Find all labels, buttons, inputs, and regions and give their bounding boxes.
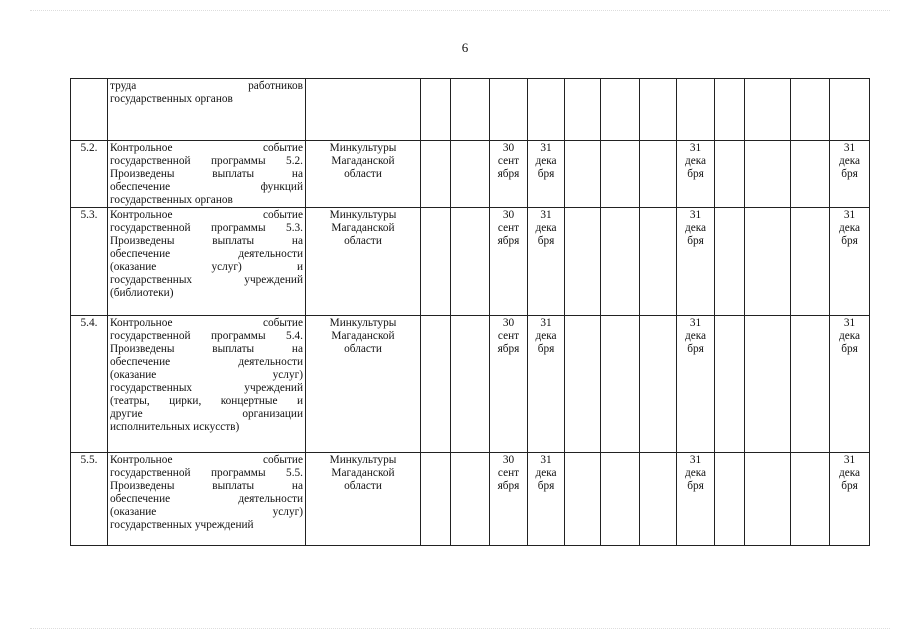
cell-line: дека	[535, 222, 557, 234]
cell-line: бря	[841, 480, 858, 492]
cell-line: дека	[838, 155, 861, 167]
cell-line: бря	[841, 168, 858, 180]
date-cell	[528, 453, 565, 546]
event-name-line: обеспечение деятельности	[110, 493, 303, 505]
date-cell	[830, 141, 870, 208]
cell-line: 31	[689, 454, 702, 466]
event-name-line: государственных учреждений	[110, 519, 254, 531]
cell-line: бря	[687, 235, 704, 247]
cell-line: бря	[537, 480, 555, 492]
event-name-line: (библиотеки)	[110, 287, 174, 299]
executor	[306, 208, 421, 316]
empty-cell	[791, 141, 830, 208]
table-row	[71, 453, 870, 546]
event-name-line: обеспечение деятельности	[110, 248, 303, 260]
cell-line: дека	[838, 330, 861, 342]
empty-cell	[745, 208, 791, 316]
cell-line: Минкультуры	[329, 142, 397, 154]
cell-line: 31	[843, 454, 856, 466]
date-cell	[677, 316, 715, 453]
cell-line: Минкультуры	[329, 454, 397, 466]
event-name-line: государственной программы 5.2.	[110, 155, 303, 167]
cell-line: 31	[540, 317, 552, 329]
event-name-line: Произведены выплаты на	[110, 343, 303, 355]
schedule-table	[70, 78, 870, 546]
cell-line: Магаданской	[331, 222, 395, 234]
date-cell	[677, 141, 715, 208]
event-name-line: обеспечение функций	[110, 181, 303, 193]
event-name-line: (оказание услуг)	[110, 369, 303, 381]
event-name-line: (театры, цирки, концертные и	[110, 395, 303, 407]
event-name-line: другие организации	[110, 408, 303, 420]
date-cell	[490, 316, 528, 453]
scan-noise-bottom	[30, 628, 890, 637]
event-name-line: государственных учреждений	[110, 382, 303, 394]
cell-line: сент	[497, 330, 520, 342]
empty-cell	[640, 79, 677, 141]
empty-cell	[715, 453, 745, 546]
event-name	[108, 453, 306, 546]
empty-cell	[565, 316, 601, 453]
cell-line: дека	[684, 222, 707, 234]
cell-line: 31	[540, 454, 552, 466]
event-name-line: Произведены выплаты на	[110, 235, 303, 247]
cell-line: дека	[684, 330, 707, 342]
empty-cell	[745, 316, 791, 453]
page-number: 6	[461, 40, 469, 55]
event-name-line: Контрольное событие	[110, 209, 303, 221]
empty-cell	[565, 141, 601, 208]
event-name-line: государственной программы 5.5.	[110, 467, 303, 479]
cell-line: дека	[684, 155, 707, 167]
cell-line: 31	[540, 142, 552, 154]
cell-line: области	[344, 480, 382, 492]
empty-cell	[601, 208, 640, 316]
date-cell	[830, 79, 870, 141]
date-cell	[677, 453, 715, 546]
executor	[306, 141, 421, 208]
executor	[306, 79, 421, 141]
date-cell	[490, 208, 528, 316]
table-row	[71, 141, 870, 208]
empty-cell	[791, 79, 830, 141]
row-number: 5.5.	[71, 453, 108, 546]
table-row	[71, 79, 870, 141]
date-cell	[528, 208, 565, 316]
empty-cell	[451, 79, 490, 141]
empty-cell	[421, 79, 451, 141]
row-number: 5.2.	[71, 141, 108, 208]
empty-cell	[791, 316, 830, 453]
empty-cell	[421, 316, 451, 453]
cell-line: бря	[687, 343, 704, 355]
event-name-line: Контрольное событие	[110, 142, 303, 154]
empty-cell	[791, 453, 830, 546]
executor	[306, 453, 421, 546]
empty-cell	[640, 316, 677, 453]
cell-line: дека	[535, 155, 557, 167]
empty-cell	[640, 141, 677, 208]
event-name-line: государственных учреждений	[110, 274, 303, 286]
event-name	[108, 316, 306, 453]
event-name-line: труда работников	[110, 80, 303, 92]
event-name-line: государственных органов	[110, 93, 233, 105]
cell-line: бря	[841, 235, 858, 247]
date-cell	[677, 79, 715, 141]
empty-cell	[601, 453, 640, 546]
event-name-line: (оказание услуг)	[110, 506, 303, 518]
event-name-line: Произведены выплаты на	[110, 480, 303, 492]
event-name-line: исполнительных искусств)	[110, 421, 240, 433]
cell-line: дека	[838, 467, 861, 479]
cell-line: дека	[535, 467, 557, 479]
date-cell	[677, 208, 715, 316]
event-name-line: государственной программы 5.4.	[110, 330, 303, 342]
cell-line: 31	[540, 209, 552, 221]
date-cell	[528, 141, 565, 208]
empty-cell	[601, 141, 640, 208]
cell-line: 30	[502, 142, 515, 154]
empty-cell	[421, 208, 451, 316]
empty-cell	[565, 79, 601, 141]
empty-cell	[601, 79, 640, 141]
event-name	[108, 141, 306, 208]
cell-line: области	[344, 343, 382, 355]
cell-line: ября	[497, 168, 520, 180]
event-name-line: Контрольное событие	[110, 454, 303, 466]
cell-line: Минкультуры	[329, 317, 397, 329]
scan-noise-top	[30, 10, 890, 19]
empty-cell	[791, 208, 830, 316]
cell-line: бря	[537, 343, 555, 355]
cell-line: 30	[502, 209, 515, 221]
cell-line: дека	[684, 467, 707, 479]
empty-cell	[451, 316, 490, 453]
date-cell	[528, 79, 565, 141]
cell-line: сент	[497, 222, 520, 234]
event-name-line: (оказание услуг) и	[110, 261, 303, 273]
cell-line: 31	[689, 209, 702, 221]
event-name	[108, 208, 306, 316]
cell-line: 31	[843, 142, 856, 154]
cell-line: ября	[497, 480, 520, 492]
cell-line: области	[344, 168, 382, 180]
event-name-line: государственных органов	[110, 194, 233, 206]
cell-line: дека	[838, 222, 861, 234]
empty-cell	[715, 316, 745, 453]
cell-line: бря	[687, 168, 704, 180]
cell-line: 30	[502, 454, 515, 466]
executor	[306, 316, 421, 453]
empty-cell	[601, 316, 640, 453]
row-number: 5.3.	[71, 208, 108, 316]
empty-cell	[565, 453, 601, 546]
empty-cell	[451, 141, 490, 208]
cell-line: бря	[687, 480, 704, 492]
cell-line: 30	[502, 317, 515, 329]
date-cell	[490, 141, 528, 208]
empty-cell	[715, 141, 745, 208]
date-cell	[830, 316, 870, 453]
cell-line: сент	[497, 155, 520, 167]
empty-cell	[640, 453, 677, 546]
date-cell	[830, 453, 870, 546]
empty-cell	[745, 79, 791, 141]
event-name-line: Контрольное событие	[110, 317, 303, 329]
cell-line: Магаданской	[331, 155, 395, 167]
empty-cell	[451, 453, 490, 546]
date-cell	[490, 453, 528, 546]
cell-line: Магаданской	[331, 467, 395, 479]
empty-cell	[565, 208, 601, 316]
empty-cell	[745, 141, 791, 208]
empty-cell	[421, 141, 451, 208]
table-row	[71, 316, 870, 453]
cell-line: 31	[689, 317, 702, 329]
row-number	[71, 79, 108, 141]
cell-line: ября	[497, 235, 520, 247]
empty-cell	[421, 453, 451, 546]
event-name-line: государственной программы 5.3.	[110, 222, 303, 234]
empty-cell	[715, 208, 745, 316]
empty-cell	[640, 208, 677, 316]
empty-cell	[745, 453, 791, 546]
date-cell	[528, 316, 565, 453]
empty-cell	[451, 208, 490, 316]
cell-line: Минкультуры	[329, 209, 397, 221]
cell-line: дека	[535, 330, 557, 342]
date-cell	[830, 208, 870, 316]
event-name-line: Произведены выплаты на	[110, 168, 303, 180]
cell-line: ября	[497, 343, 520, 355]
cell-line: Магаданской	[331, 330, 395, 342]
cell-line: 31	[843, 209, 856, 221]
event-name	[108, 79, 306, 141]
cell-line: бря	[537, 168, 555, 180]
row-number: 5.4.	[71, 316, 108, 453]
cell-line: бря	[537, 235, 555, 247]
cell-line: сент	[497, 467, 520, 479]
cell-line: бря	[841, 343, 858, 355]
date-cell	[490, 79, 528, 141]
table-row	[71, 208, 870, 316]
event-name-line: обеспечение деятельности	[110, 356, 303, 368]
cell-line: 31	[689, 142, 702, 154]
cell-line: 31	[843, 317, 856, 329]
cell-line: области	[344, 235, 382, 247]
empty-cell	[715, 79, 745, 141]
